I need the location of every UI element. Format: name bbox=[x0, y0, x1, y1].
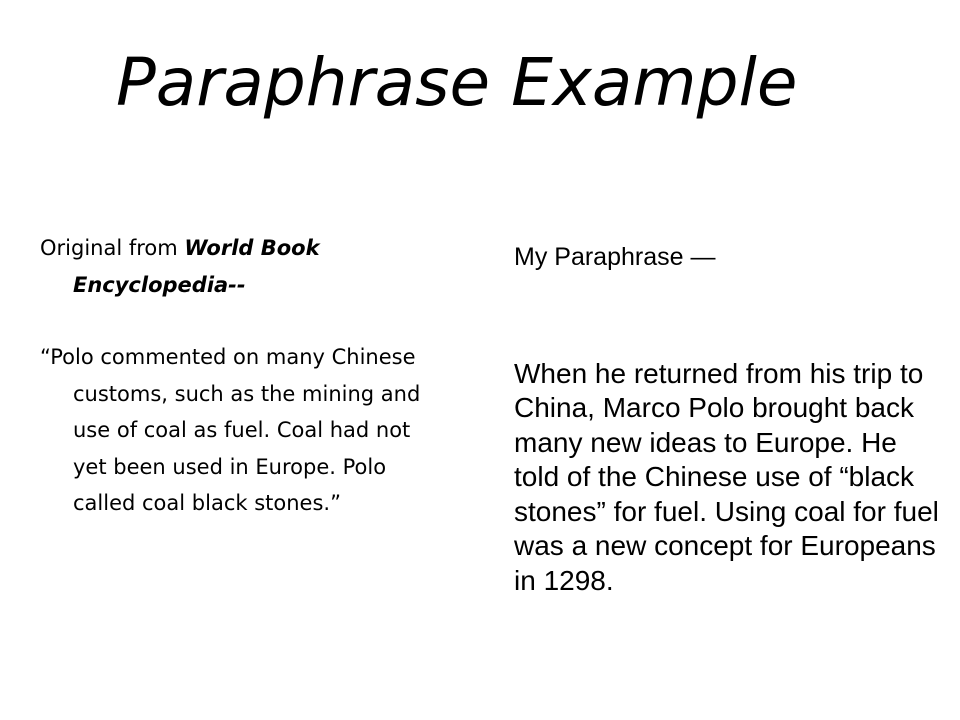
source-title: World Book Encyclopedia-- bbox=[73, 236, 320, 297]
paraphrase-column bbox=[514, 240, 944, 598]
slide-title: Paraphrase Example bbox=[116, 44, 798, 121]
paraphrase-text: When he returned from his trip to China, Marco Polo brought back many new ideas to Europe. He told of the Chinese use of “black stones” for fuel. Using coal for fuel was a new concept for Europeans in 1298. bbox=[514, 357, 939, 596]
source-prefix: Original from bbox=[40, 236, 185, 260]
original-column bbox=[40, 230, 440, 522]
source-citation bbox=[40, 230, 440, 303]
paraphrase-heading: My Paraphrase — bbox=[514, 243, 716, 271]
original-quote: “Polo commented on many Chinese customs, such as the mining and use of coal as fuel. Coal had not yet been used in Europe. Polo called coal black stones.” bbox=[40, 345, 421, 515]
